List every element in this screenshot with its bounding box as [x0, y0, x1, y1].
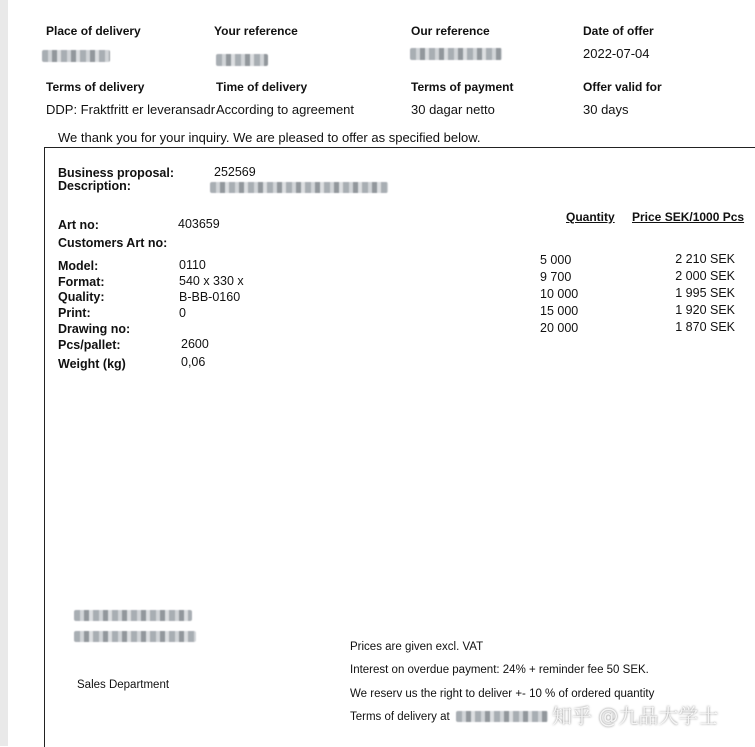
- description-redacted: [210, 182, 388, 193]
- description-label: Description:: [58, 179, 131, 193]
- thank-you-text: We thank you for your inquiry. We are pleased to offer as specified below.: [58, 130, 481, 145]
- sender-name-redacted: [74, 610, 192, 621]
- spec-label: Drawing no:: [58, 322, 131, 336]
- spec-value: 0: [179, 306, 186, 320]
- sender-title-redacted: [74, 631, 196, 642]
- place-of-delivery-label: Place of delivery: [46, 24, 141, 38]
- price-row-quantity: 10 000: [540, 287, 579, 301]
- price-row-price: 2 000 SEK: [675, 269, 735, 283]
- spec-label: Weight (kg): [58, 357, 126, 371]
- spec-value: B-BB-0160: [179, 290, 241, 304]
- business-proposal-label: Business proposal:: [58, 166, 174, 180]
- quantity-header: Quantity: [566, 210, 615, 224]
- place-of-delivery-redacted: [42, 50, 110, 62]
- price-row-quantity: 9 700: [540, 270, 572, 284]
- offer-valid-value: 30 days: [583, 102, 629, 117]
- date-of-offer-value: 2022-07-04: [583, 46, 650, 61]
- price-header: Price SEK/1000 Pcs: [632, 210, 745, 224]
- offer-valid-label: Offer valid for: [583, 80, 662, 94]
- your-reference-redacted: [216, 54, 268, 66]
- note-reserve: We reserv us the right to deliver +- 10 % of ordered quantity: [350, 688, 655, 700]
- time-of-delivery-value: According to agreement: [216, 102, 355, 117]
- price-row-price: 1 870 SEK: [675, 320, 735, 334]
- price-row-price: 2 210 SEK: [675, 252, 735, 266]
- spec-label: Model:: [58, 259, 99, 273]
- sales-department: Sales Department: [77, 679, 170, 691]
- spec-label: Print:: [58, 306, 91, 320]
- note-interest: Interest on overdue payment: 24% + reminder fee 50 SEK.: [350, 664, 649, 676]
- price-row-price: 1 920 SEK: [675, 303, 735, 317]
- price-row-quantity: 20 000: [540, 321, 579, 335]
- art-no-value: 403659: [178, 217, 220, 231]
- business-proposal-value: 252569: [214, 165, 256, 179]
- our-reference-redacted: [410, 48, 502, 60]
- date-of-offer-label: Date of offer: [583, 24, 654, 38]
- spec-value: 0,06: [181, 355, 206, 369]
- page-left-edge: [0, 0, 8, 746]
- spec-label: Format:: [58, 275, 105, 289]
- price-row-price: 1 995 SEK: [675, 286, 735, 300]
- note-terms: Terms of delivery at: [350, 711, 450, 723]
- terms-of-payment-label: Terms of payment: [411, 80, 514, 94]
- customers-art-no-label: Customers Art no:: [58, 236, 168, 250]
- spec-value: 0110: [179, 258, 206, 272]
- note-vat: Prices are given excl. VAT: [350, 641, 484, 653]
- spec-value: 2600: [181, 337, 209, 351]
- our-reference-label: Our reference: [411, 24, 490, 38]
- terms-of-payment-value: 30 dagar netto: [411, 102, 495, 117]
- terms-address-redacted: [456, 711, 548, 722]
- price-row-quantity: 15 000: [540, 304, 579, 318]
- art-no-label: Art no:: [58, 218, 99, 232]
- your-reference-label: Your reference: [214, 24, 298, 38]
- time-of-delivery-label: Time of delivery: [216, 80, 308, 94]
- terms-of-delivery-value: DDP: Fraktfritt er leveransadr: [46, 102, 216, 117]
- spec-value: 540 x 330 x: [179, 274, 244, 288]
- spec-label: Pcs/pallet:: [58, 338, 121, 352]
- watermark-text: 知乎 @九品大学士: [552, 704, 719, 728]
- spec-label: Quality:: [58, 290, 105, 304]
- terms-of-delivery-label: Terms of delivery: [46, 80, 145, 94]
- price-row-quantity: 5 000: [540, 253, 572, 267]
